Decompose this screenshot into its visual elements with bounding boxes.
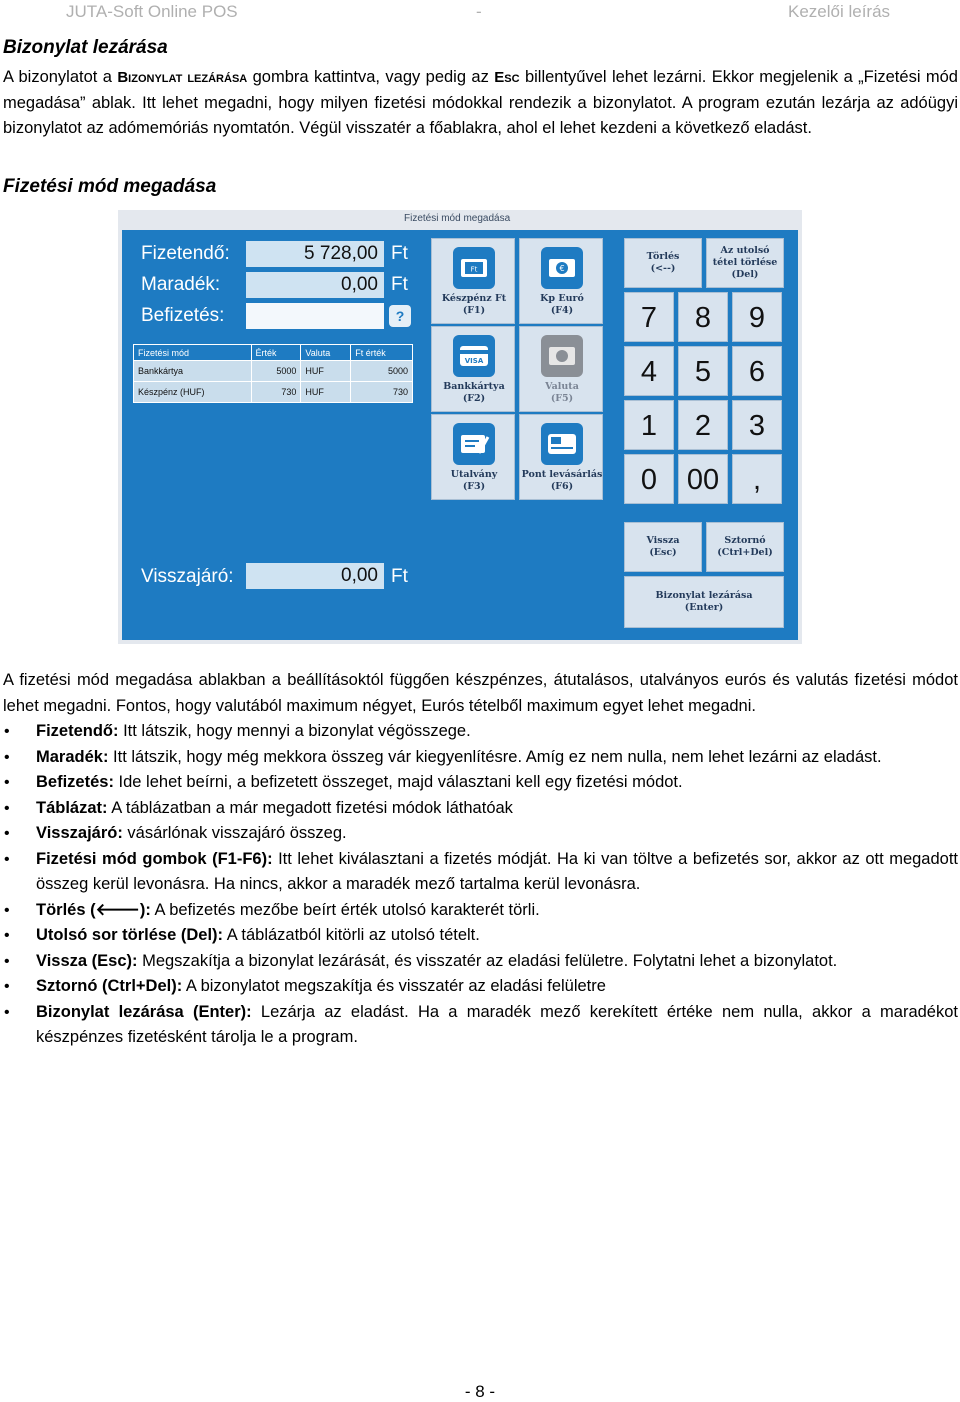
term: Maradék: (36, 747, 109, 766)
list-item (0, 1000, 958, 1051)
button-label: Törlés (646, 251, 680, 262)
term: Sztornó (Ctrl+Del): (36, 977, 183, 995)
col-valuta: Valuta (301, 345, 351, 361)
page-number: - 8 - (464, 1382, 496, 1401)
term: Vissza (Esc): (36, 951, 138, 970)
list-item (0, 974, 958, 1000)
section-title-closing: Bizonylat lezárása (3, 37, 168, 58)
maradek-field: 0,00 (246, 272, 384, 298)
definition: Megszakítja a bizonylat lezárását, és visszatér az eladási felületre. Folytatni lehet a bizonylatot. (137, 951, 838, 970)
key-3[interactable]: 3 (732, 400, 782, 450)
button-label: Az utolsó (720, 245, 770, 256)
list-item (0, 745, 958, 771)
header-doc-title: Kezelői leírás (788, 2, 891, 21)
key-6[interactable]: 6 (732, 346, 782, 396)
button-label: Készpénz Ft (441, 293, 507, 304)
col-fizetesi-mod: Fizetési mód (134, 345, 252, 361)
keyword-closing: Bizonylat lezárása (117, 69, 248, 86)
definition: Itt lehet kiválasztani a fizetés módját. Ha ki van töltve a befizetés sor, akkor az ott megadott összeg kerül levonásra. Ha nincs, akkor a maradék mező tartalma kerül levonásra. (36, 849, 959, 893)
term: Bizonylat lezárása (Enter): (36, 1002, 252, 1021)
col-ertek: Érték (251, 345, 301, 361)
term: Utolsó sor törlése (Del): (36, 926, 224, 944)
button-shortcut: (F2) (462, 393, 486, 404)
currency-icon (541, 335, 583, 377)
button-label: tétel törlése (712, 257, 778, 268)
visszajaro-label: Visszajáró: (141, 566, 234, 587)
maradek-label: Maradék: (141, 274, 221, 295)
header-app-name: JUTA-Soft Online POS (66, 2, 238, 21)
key-9[interactable]: 9 (732, 292, 782, 342)
term: Befizetés: (36, 773, 114, 791)
visszajaro-field: 0,00 (246, 563, 384, 589)
cell-ft-value: 5000 (351, 361, 413, 382)
button-label: Bizonylat lezárása (655, 590, 753, 601)
cell-ft-value: 730 (351, 382, 413, 403)
key-2[interactable]: 2 (678, 400, 728, 450)
cell-value: 5000 (251, 361, 301, 382)
delete-last-row-button[interactable] (706, 238, 784, 288)
bank-card-button[interactable] (431, 326, 515, 412)
button-shortcut: (Ctrl+Del) (717, 547, 773, 558)
back-button[interactable] (624, 522, 702, 572)
definition: Ide lehet beírni, a befizetett összeget, majd választani kell egy fizetési módot. (113, 773, 683, 791)
button-shortcut: (F1) (462, 305, 486, 316)
button-label: Kp Euró (540, 293, 584, 304)
col-ft-ertek: Ft érték (351, 345, 413, 361)
button-shortcut: (Esc) (649, 547, 677, 558)
payment-window (118, 210, 802, 644)
key-0[interactable]: 0 (624, 454, 674, 504)
svg-text:Ft: Ft (470, 265, 478, 274)
close-receipt-button[interactable] (624, 576, 784, 628)
fizetendo-unit: Ft (391, 243, 408, 264)
list-item (0, 847, 958, 898)
currency-button[interactable] (519, 326, 603, 412)
definition: Itt látszik, hogy még mekkora összeg vár kiegyenlítésre. Amíg ez nem nulla, nem lehet lezárni az eladást. (108, 747, 882, 766)
definition: A táblázatban a már megadott fizetési módok láthatóak (107, 798, 513, 817)
cash-ft-icon (453, 247, 495, 289)
button-shortcut: (Enter) (684, 602, 724, 613)
key-4[interactable]: 4 (624, 346, 674, 396)
cash-ft-button[interactable] (431, 238, 515, 324)
backspace-button[interactable] (624, 238, 702, 288)
help-button[interactable]: ? (389, 305, 411, 327)
term: Visszajáró: (36, 824, 123, 842)
list-item (0, 770, 958, 796)
payments-table (133, 344, 413, 403)
cell-currency: HUF (301, 361, 351, 382)
fizetendo-field: 5 728,00 (246, 241, 384, 267)
term: Fizetési mód gombok (F1-F6): (36, 849, 273, 868)
feature-list (0, 719, 958, 1051)
section-title-payment: Fizetési mód megadása (3, 176, 217, 197)
button-label: Utalvány (450, 469, 498, 480)
list-item (0, 898, 958, 924)
button-shortcut: (F3) (462, 481, 486, 492)
key-1[interactable]: 1 (624, 400, 674, 450)
button-label: Sztornó (724, 535, 766, 546)
header-separator: - (476, 2, 482, 21)
befizetes-label: Befizetés: (141, 305, 225, 326)
window-title: Fizetési mód megadása (404, 213, 511, 224)
button-label: Bankkártya (443, 381, 505, 392)
points-card-icon (541, 423, 583, 465)
svg-text:€: € (559, 264, 565, 273)
list-item (0, 796, 958, 822)
table-row[interactable] (134, 361, 413, 382)
cell-currency: HUF (301, 382, 351, 403)
key-7[interactable]: 7 (624, 292, 674, 342)
page-header (0, 2, 960, 22)
list-item (0, 923, 958, 949)
definition: A befizetés mezőbe beírt érték utolsó karakterét törli. (150, 900, 540, 919)
cell-value: 730 (251, 382, 301, 403)
cash-euro-button[interactable] (519, 238, 603, 324)
key-00[interactable]: 00 (678, 454, 728, 504)
term: Fizetendő: (36, 722, 119, 740)
visa-card-icon (453, 335, 495, 377)
button-shortcut: (F5) (550, 393, 574, 404)
intro-text-a: A bizonylatot a (3, 68, 118, 86)
cell-mode: Készpénz (HUF) (134, 382, 252, 403)
term: Táblázat: (36, 798, 108, 817)
button-shortcut: (F6) (550, 481, 574, 492)
term: Törlés (🡐): (36, 900, 151, 919)
cell-mode: Bankkártya (134, 361, 252, 382)
voucher-button[interactable] (431, 414, 515, 500)
button-shortcut: (F4) (550, 305, 574, 316)
fizetendo-label: Fizetendő: (141, 243, 230, 264)
button-label: Valuta (545, 381, 579, 392)
key-5[interactable]: 5 (678, 346, 728, 396)
table-row[interactable] (134, 382, 413, 403)
key-comma[interactable]: , (732, 454, 782, 504)
payment-panel (122, 230, 798, 640)
list-item (0, 719, 958, 745)
definition: Lezárja az eladást. Ha a maradék mező kerekített értéke nem nulla, akkor a maradékot készpénzes fizetésként tárolja le a program. (36, 1002, 958, 1046)
list-item (0, 949, 958, 975)
button-label: Vissza (646, 535, 680, 546)
maradek-unit: Ft (391, 274, 408, 295)
description-paragraph (3, 668, 958, 719)
definition: vásárlónak visszajáró összeg. (122, 824, 347, 842)
definition: A táblázatból kitörli az utolsó tételt. (223, 926, 480, 944)
storno-button[interactable] (706, 522, 784, 572)
svg-text:VISA: VISA (464, 357, 484, 365)
visszajaro-unit: Ft (391, 566, 408, 587)
cash-euro-icon (541, 247, 583, 289)
button-shortcut: (Del) (731, 269, 759, 280)
befizetes-input[interactable] (246, 303, 384, 329)
definition: A bizonylatot megszakítja és visszatér az eladási felületre (182, 977, 606, 995)
intro-paragraph (3, 65, 958, 142)
button-shortcut: (<--) (650, 263, 676, 274)
points-button[interactable] (519, 414, 603, 500)
key-8[interactable]: 8 (678, 292, 728, 342)
intro-text-b: gombra kattintva, vagy pedig az (247, 68, 495, 86)
button-label: Pont levásárlás (521, 469, 603, 480)
voucher-icon (453, 423, 495, 465)
intro-text-c: billentyűvel lehet lezárni. Ekkor megjelenik a „Fizetési mód megadása” ablak. Itt lehet megadni, hogy milyen fizetési módokkal rendezik a bizonylatot. A program ezután lezárja az adóügyi bizonylatot az adómemóriás nyomtatón. Végül visszatér a főablakra, ahol el lehet kezdeni a következő eladást. (3, 68, 958, 137)
definition: Itt látszik, hogy mennyi a bizonylat végösszege. (118, 722, 471, 740)
keyword-esc: Esc (494, 69, 520, 86)
description-text: A fizetési mód megadása ablakban a beállításoktól függően készpénzes, átutalásos, utalványos eurós és valutás fizetési módot lehet megadni. Fontos, hogy valutából maximum négyet, Eurós tételből maximum egyet lehet megadni. (3, 671, 958, 715)
list-item (0, 821, 958, 847)
